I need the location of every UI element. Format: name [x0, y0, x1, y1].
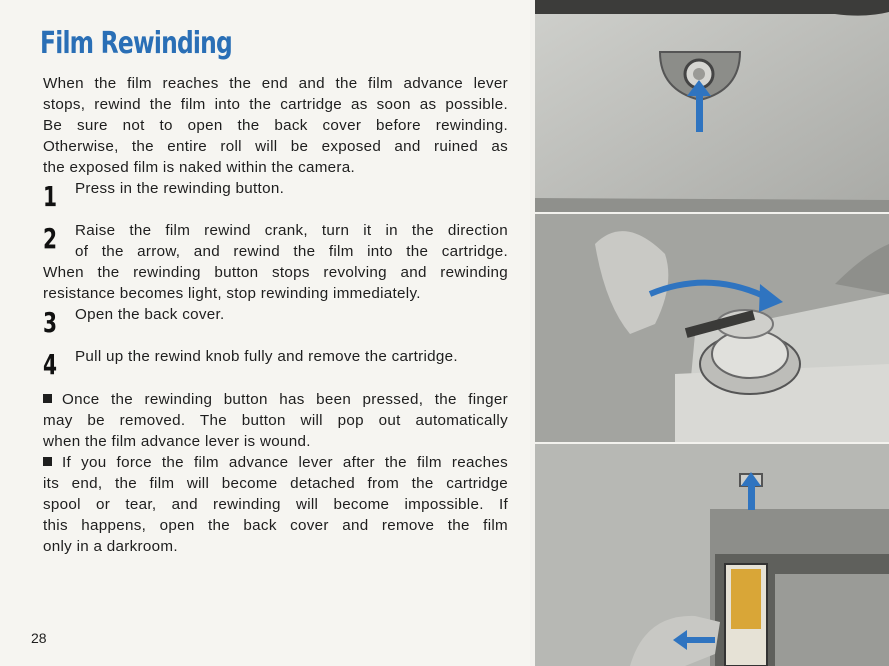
note-line: If you force the film advance lever after the film reaches [43, 452, 508, 473]
page-number: 28 [31, 630, 47, 646]
step-line: Raise the film rewind crank, turn it in the direction [75, 222, 508, 239]
note-line: its end, the film will become detached from the cartridge [43, 475, 508, 492]
step-text [75, 178, 508, 199]
intro-paragraph [43, 73, 508, 178]
note-line: Once the rewinding button has been pressed, the finger [43, 389, 508, 410]
photo-rewinding-button [535, 0, 889, 212]
step-number: 3 [43, 306, 58, 339]
note-line: only in a darkroom. [43, 538, 178, 555]
step-line: When the rewinding button stops revolving and rewinding [43, 264, 508, 281]
step-line: of the arrow, and rewind the film into the cartridge. [75, 243, 508, 260]
intro-line: stops, rewind the film into the cartridge as soon as possible. [43, 96, 508, 113]
note-line: this happens, open the back cover and remove the film [43, 517, 508, 534]
step-number: 1 [43, 180, 58, 213]
step-text [75, 346, 515, 367]
step-line: Pull up the rewind knob fully and remove the cartridge. [75, 348, 458, 365]
step-line: Open the back cover. [75, 306, 225, 323]
note-line: spool or tear, and rewinding will become impossible. If [43, 496, 508, 513]
note-paragraph [43, 389, 508, 452]
square-bullet-icon [43, 394, 52, 403]
step-text [43, 220, 508, 304]
page-title: Film Rewinding [40, 26, 233, 61]
step-line: resistance becomes light, stop rewinding immediately. [43, 285, 421, 302]
intro-line: Otherwise, the entire roll will be exposed and ruined as [43, 138, 508, 155]
photo-rewind-crank [535, 214, 889, 442]
intro-line: Be sure not to open the back cover before rewinding. [43, 117, 508, 134]
step-number: 4 [43, 348, 58, 381]
intro-line: the exposed film is naked within the camera. [43, 159, 356, 176]
step-number: 2 [43, 222, 58, 255]
square-bullet-icon [43, 457, 52, 466]
note-line: may be removed. The button will pop out automatically [43, 412, 508, 429]
step-text [75, 304, 508, 325]
photo-remove-cartridge [535, 444, 889, 666]
note-paragraph [43, 452, 508, 557]
intro-line: When the film reaches the end and the film advance lever [43, 75, 508, 92]
note-line: when the film advance lever is wound. [43, 433, 311, 450]
step-line: Press in the rewinding button. [75, 180, 285, 197]
